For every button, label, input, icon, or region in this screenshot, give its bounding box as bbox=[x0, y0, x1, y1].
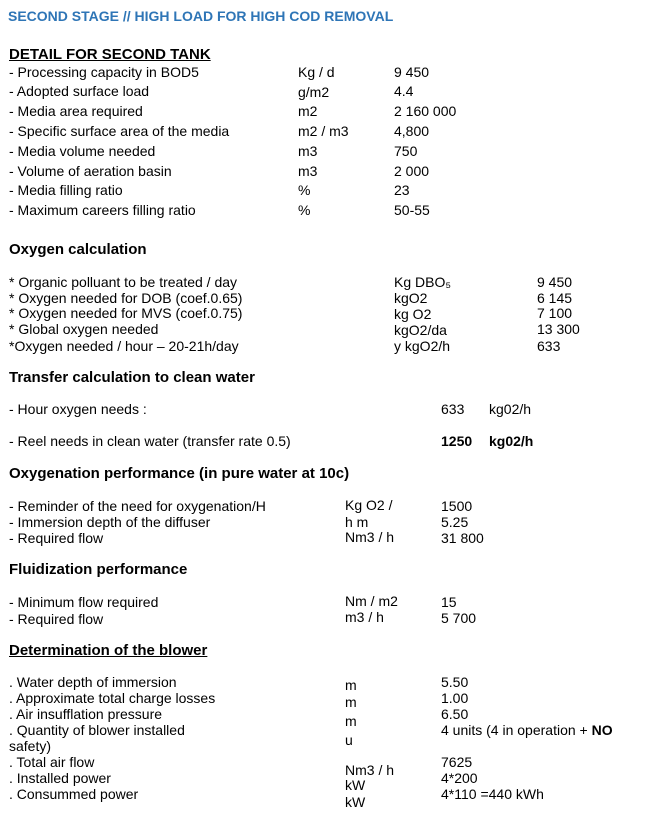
tank-row-label: - Media filling ratio bbox=[9, 182, 123, 198]
oxygen-row-unit: kgO2/da bbox=[394, 322, 447, 338]
oxygen-heading: Oxygen calculation bbox=[9, 241, 147, 258]
tank-row-unit: m3 bbox=[298, 143, 318, 159]
oxygenation-row-value: 1500 bbox=[441, 498, 473, 514]
transfer-row-value: 1250 bbox=[441, 433, 473, 449]
oxygen-row-label: *Oxygen needed / hour – 20-21h/day bbox=[9, 338, 239, 354]
fluid-row-value: 15 bbox=[441, 594, 457, 610]
blower-row-label: . Total air flow bbox=[9, 754, 95, 770]
tank-row-unit: % bbox=[298, 182, 311, 198]
oxygen-row-unit: kg O2 bbox=[394, 306, 432, 322]
tank-row-label: - Maximum careers filling ratio bbox=[9, 202, 196, 218]
blower-row-label: . Installed power bbox=[9, 770, 111, 786]
blower-row-label: . Water depth of immersion bbox=[9, 674, 177, 690]
document-title: SECOND STAGE // HIGH LOAD FOR HIGH COD REMOVAL bbox=[8, 8, 394, 24]
blower-row-value: 7625 bbox=[441, 754, 473, 770]
oxygen-row-value: 633 bbox=[537, 338, 561, 354]
blower-row-value: 6.50 bbox=[441, 706, 469, 722]
blower-heading: Determination of the blower bbox=[9, 642, 208, 659]
blower-row-unit: m bbox=[345, 677, 357, 693]
tank-row-unit: m3 bbox=[298, 163, 318, 179]
blower-row-value bbox=[441, 723, 613, 737]
tank-row-unit: m2 / m3 bbox=[298, 123, 349, 139]
tank-row-label: - Processing capacity in BOD5 bbox=[9, 64, 199, 80]
oxygen-row-value: 7 100 bbox=[537, 305, 573, 321]
tank-row-label: - Media area required bbox=[9, 103, 143, 119]
blower-row-unit: kW bbox=[345, 777, 366, 793]
tank-row-label: - Specific surface area of the media bbox=[9, 123, 230, 139]
oxygenation-row-unit: Nm3 / h bbox=[345, 529, 395, 545]
tank-row-value: 4.4 bbox=[394, 83, 414, 99]
tank-row-label: - Adopted surface load bbox=[9, 83, 150, 99]
fluid-row-label: - Required flow bbox=[9, 611, 104, 627]
transfer-row-unit: kg02/h bbox=[489, 401, 532, 417]
tank-row-label: - Media volume needed bbox=[9, 143, 156, 159]
oxygenation-row-value: 31 800 bbox=[441, 530, 484, 546]
tank-row-unit: % bbox=[298, 202, 311, 218]
blower-row-unit: m bbox=[345, 713, 357, 729]
blower-row-unit: m bbox=[345, 694, 357, 710]
tank-row-unit: g/m2 bbox=[298, 84, 330, 100]
fluid-row-unit: m3 / h bbox=[345, 609, 384, 625]
blower-units-text: 4 units (4 in operation + bbox=[441, 722, 592, 738]
transfer-row-label: - Reel needs in clean water (transfer rate 0.5) bbox=[9, 433, 291, 449]
fluid-row-unit: Nm / m2 bbox=[345, 593, 398, 609]
tank-row-value: 50-55 bbox=[394, 202, 430, 218]
blower-row-unit: kW bbox=[345, 794, 366, 810]
oxygenation-row-value: 5.25 bbox=[441, 514, 469, 530]
blower-no-label: NO bbox=[591, 722, 613, 738]
tank-row-value: 9 450 bbox=[394, 64, 430, 80]
blower-row-unit: u bbox=[345, 732, 353, 748]
tank-row-value: 2 160 000 bbox=[394, 103, 457, 119]
oxygen-row-label: * Oxygen needed for MVS (coef.0.75) bbox=[9, 305, 243, 321]
blower-row-unit: Nm3 / h bbox=[345, 762, 395, 778]
oxygenation-row-label: - Required flow bbox=[9, 530, 104, 546]
fluid-row-value: 5 700 bbox=[441, 610, 477, 626]
oxygenation-row-label: - Reminder of the need for oxygenation/H bbox=[9, 498, 266, 514]
blower-row-value: 1.00 bbox=[441, 690, 469, 706]
blower-row-value: 4*200 bbox=[441, 770, 478, 786]
oxygen-row-value: 13 300 bbox=[537, 321, 580, 337]
oxygen-row-unit: y kgO2/h bbox=[394, 338, 451, 354]
blower-row-label: . Consummed power bbox=[9, 786, 139, 802]
tank-row-unit: m2 bbox=[298, 103, 318, 119]
tank-row-label: - Volume of aeration basin bbox=[9, 163, 172, 179]
blower-row-label: . Quantity of blower installed bbox=[9, 722, 185, 738]
oxygenation-row-label: - Immersion depth of the diffuser bbox=[9, 514, 211, 530]
oxygen-row-label: * Global oxygen needed bbox=[9, 321, 159, 337]
blower-row-label: . Air insufflation pressure bbox=[9, 706, 163, 722]
oxygen-row-unit: Kg DBO₅ bbox=[394, 274, 451, 290]
transfer-row-unit: kg02/h bbox=[489, 433, 534, 449]
tank-heading: DETAIL FOR SECOND TANK bbox=[9, 46, 211, 63]
oxygenation-row-unit: h m bbox=[345, 514, 369, 530]
blower-row-value: 5.50 bbox=[441, 674, 469, 690]
oxygen-row-label: * Organic polluant to be treated / day bbox=[9, 274, 238, 290]
blower-row-label: safety) bbox=[9, 738, 52, 754]
transfer-row-value: 633 bbox=[441, 401, 465, 417]
tank-row-value: 750 bbox=[394, 143, 418, 159]
fluid-row-label: - Minimum flow required bbox=[9, 594, 159, 610]
blower-row-label: . Approximate total charge losses bbox=[9, 690, 216, 706]
tank-row-value: 2 000 bbox=[394, 163, 430, 179]
transfer-row-label: - Hour oxygen needs : bbox=[9, 401, 147, 417]
transfer-heading: Transfer calculation to clean water bbox=[9, 369, 255, 386]
oxygen-row-value: 6 145 bbox=[537, 290, 573, 306]
blower-row-value: 4*110 =440 kWh bbox=[441, 786, 544, 802]
tank-row-unit: Kg / d bbox=[298, 64, 335, 80]
oxygen-row-value: 9 450 bbox=[537, 274, 573, 290]
oxygen-row-unit: kgO2 bbox=[394, 290, 428, 306]
oxygenation-row-unit: Kg O2 / bbox=[345, 497, 393, 513]
tank-row-value: 4,800 bbox=[394, 123, 430, 139]
fluid-heading: Fluidization performance bbox=[9, 561, 188, 578]
oxygenation-heading: Oxygenation performance (in pure water at 10c) bbox=[9, 465, 350, 482]
tank-row-value: 23 bbox=[394, 182, 410, 198]
oxygen-row-label: * Oxygen needed for DOB (coef.0.65) bbox=[9, 290, 243, 306]
